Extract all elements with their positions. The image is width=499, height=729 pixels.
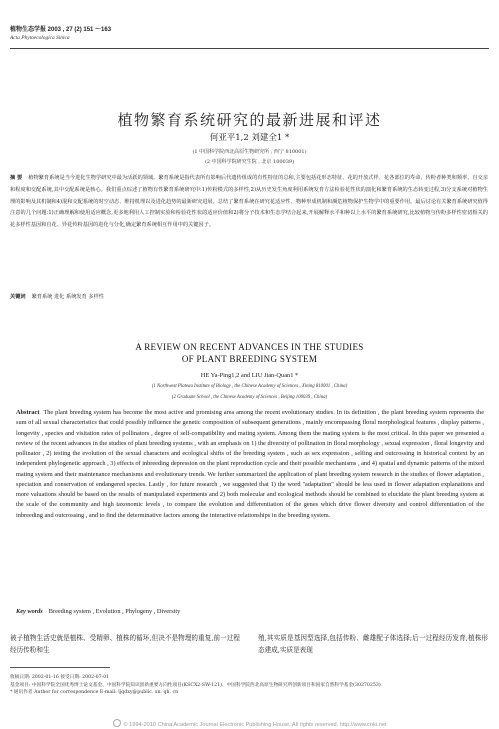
footnotes — [10, 674, 490, 697]
footnote-funding: 基金项目: 中国科学院全国优秀博士论文基金、中国科学院知识创新重要方向性项目(KSCX2-SW-121)、中国科学院西北高原生物研究所创新项目和国家自然科学基金(30270253) — [10, 682, 381, 688]
keywords-cn — [10, 293, 104, 300]
title-cn: 植物繁育系统研究的最新进展和评述 — [117, 111, 382, 129]
body-column-left: 被子植物生活史就是植株、受精卵、植株的循环,但决不是物理的重复,前一过程经历传粉和生 — [10, 634, 240, 654]
title-en-line-2: OF PLANT BREEDING SYSTEM — [181, 353, 318, 364]
title-en — [0, 342, 499, 365]
abstract-en-label: Abstract — [16, 409, 40, 416]
abstract-cn — [10, 173, 488, 232]
footnote-correspondence: * 通讯作者 Author for correspondence E-mail: ljqdxy@public. xn. qh. cn — [10, 690, 179, 695]
affiliation-en-2: (2 Graduate School , the Chinese Academy of Sciences , Beijing 100039 , China) — [171, 395, 328, 400]
journal-name-en: Acta Phytoecologica Sinica — [10, 35, 70, 41]
affiliation-cn-2: (2 中国科学院研究生院 , 北京 100039) — [204, 159, 295, 165]
header-rule — [10, 48, 489, 49]
keywords-cn-text: 繁育系统 进化 系统发育 多样性 — [31, 294, 104, 300]
authors-en: HE Ya-Ping1,2 and LIU Jian-Quan1 * — [200, 372, 299, 379]
body-column-right: 殖,其实质是基因型选择,包括传粉、雌雄配子体选择;后一过程经历发育,植株形态建成,实质是表现 — [258, 634, 488, 654]
keywords-en-text: Breeding system , Evolution , Phylogeny , Diversity — [48, 608, 181, 615]
keywords-en — [16, 608, 180, 615]
journal-header: 植物生态学报 2003 , 27 (2) 151 ～163 — [10, 27, 112, 33]
copyright-text: © 1994-2010 China Academic Journal Electronic Publishing House. All rights reserved. http://www.cnki.net — [123, 722, 387, 728]
affiliation-cn-1: (1 中国科学院西北高原生物研究所 , 西宁 810001) — [192, 149, 307, 155]
abstract-cn-label: 摘 要 — [10, 175, 23, 181]
footnote-dates: 收稿日期: 2002-01-16 接受日期: 2002-07-01 — [10, 675, 110, 680]
copyright-line — [0, 719, 499, 728]
keywords-en-label: Key words — [16, 608, 43, 615]
abstract-cn-text: 植物繁育系统是当今进化生物学研究中最为活跃的领域。繁育系统是指代表所有影响后代遗传组成的有性特征的总和,主要包括花形态特征、花的开放式样、花各部位的寿命、传粉者种类和频率、自交亲和程度和交配系统,其中交配系统是核心。我们重点综述了植物有性繁育系统研究中:1)传粉模式的多样性,2)从历史发生角度利用系统发育方法检验花性状的演化和繁育系统的生态转变过程,3)分支系统对植物生理的影响及其机制和4)混和交配系统的时空动态、维持机理以及进化趋势的最新研究进展。总结了繁育系统在研究花适应性、物种形成机制和濒危植物保护生物学中的重要作用。最后讨论有关繁育系统研究值得注意的几个问题:1)正确理解和使用适应概念,更多地利用人工控制实验和检验花性状的适应价值和2)将分子技术和生态学结合起来,开展解释水平和种以上水平的繁育系统研究,比较植物与传粉多样性密切相关的花多样性基因和自花、异花传粉基因的进化与分化,确定繁育系统相互作用中的关键因子。 — [10, 175, 489, 229]
authors-cn: 何亚平1,2 刘建全1 * — [209, 133, 290, 143]
title-en-line-1: A REVIEW ON RECENT ADVANCES IN THE STUDIES — [135, 342, 364, 352]
abstract-en-text: The plant breeding system has become the most active and promising area among the recent evolutionary studies. In its definition , the plant breeding system represents the sum of all sexual characteristics that could possibly influence the genetic composition of subsequent generations , mainly encompassing floral morphological features , display patterns , longevity , species and visitation rates of pollinators , degree of self-compatibility and mating system. Among them the mating system is the most critical. In this paper we presented a review of the recent advances in the studies of plant breeding systems , with an emphasis on 1) the diversity of pollination in floral morphology , sexual expression , floral longevity and pollinator , 2) testing the evolution of the sexual characters and ecological shifts of the breeding system , such as sex expression , selfing and outcrossing in historical context by an independent phylogenetic approach , 3) effects of inbreeding depression on the plant reproduction cycle and their possible mechanisms , and 4) spatial and dynamic patterns of the mixed mating system and their maintenance mechanisms and evolutionary trends. We further summarized the application of plant breeding system research in the studies of flower adaptation , speciation and conservation of endangered species. Lastly , for future research , we suggested that 1) the word "adaptation" should be less used in flower adaptation explanations and more valuations should be based on the results of manipulated experiments and 2) both molecular and ecological methods should be combined to elucidate the plant breeding system at the scale of the community and high taxonomic levels , to compare the evolution and differentiation of the genes which drive flower diversity and control differentiation of the inbreeding and outcrossing , and to find the determinative factors among the interactive relationships in the breeding system. — [16, 409, 484, 519]
keywords-cn-label: 关键词 — [10, 294, 26, 300]
copyright-icon — [113, 719, 121, 727]
abstract-en — [16, 408, 484, 521]
footnote-rule — [10, 667, 110, 668]
affiliation-en-1: (1 Northwest Plateau Institute of Biology , the Chinese Academy of Sciences , Xining 810001 , China) — [151, 384, 348, 389]
